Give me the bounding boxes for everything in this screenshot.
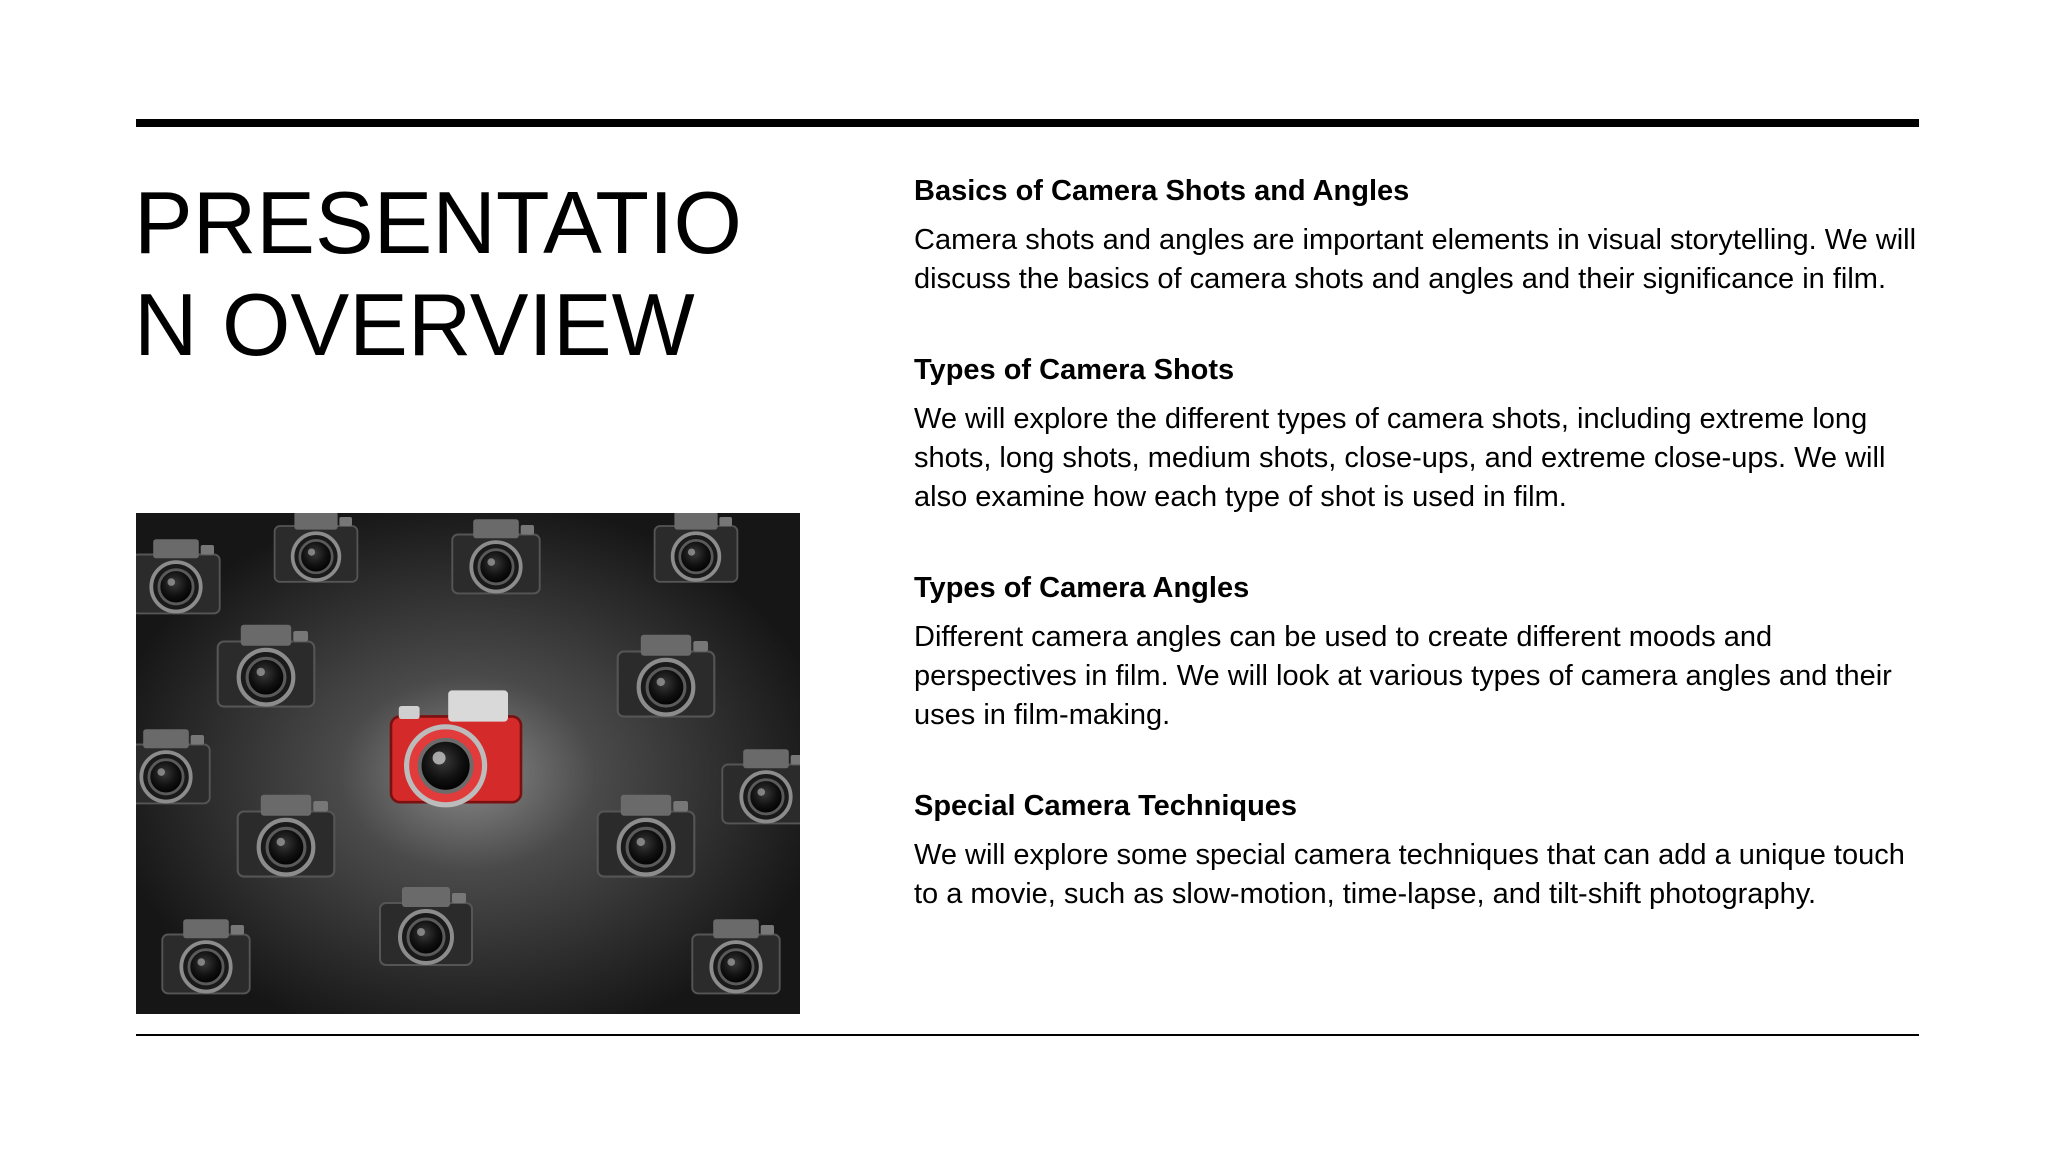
section-camera-basics [914,170,1924,299]
section-heading: Special Camera Techniques [914,790,1298,822]
section-heading: Types of Camera Angles [914,572,1250,604]
section-body: Camera shots and angles are important elements in visual storytelling. We will discuss the basics of camera shots and angles and their significance in film. [914,224,1917,295]
section-camera-shots [914,349,1924,517]
bottom-divider [136,1034,1919,1036]
section-body: We will explore some special camera techniques that can add a unique touch to a movie, such as slow-motion, time-lapse, and tilt-shift photography. [914,839,1905,910]
camera-icon [391,690,521,804]
slide-title: PRESENTATION OVERVIEW [134,173,742,374]
section-body: We will explore the different types of camera shots, including extreme long shots, long shots, medium shots, close-ups, and extreme close-ups. We will also examine how each type of shot is used in film. [914,403,1886,513]
section-heading: Types of Camera Shots [914,354,1235,386]
cameras-illustration [136,513,800,1014]
overview-sections [914,170,1924,964]
section-body: Different camera angles can be used to create different moods and perspectives in film. We will look at various types of camera angles and their uses in film-making. [914,621,1892,731]
cameras-photo [136,513,800,1014]
camera-grey [136,729,210,803]
top-divider [136,119,1919,127]
section-camera-angles [914,567,1924,735]
section-heading: Basics of Camera Shots and Angles [914,175,1410,207]
section-special-techniques [914,785,1924,914]
